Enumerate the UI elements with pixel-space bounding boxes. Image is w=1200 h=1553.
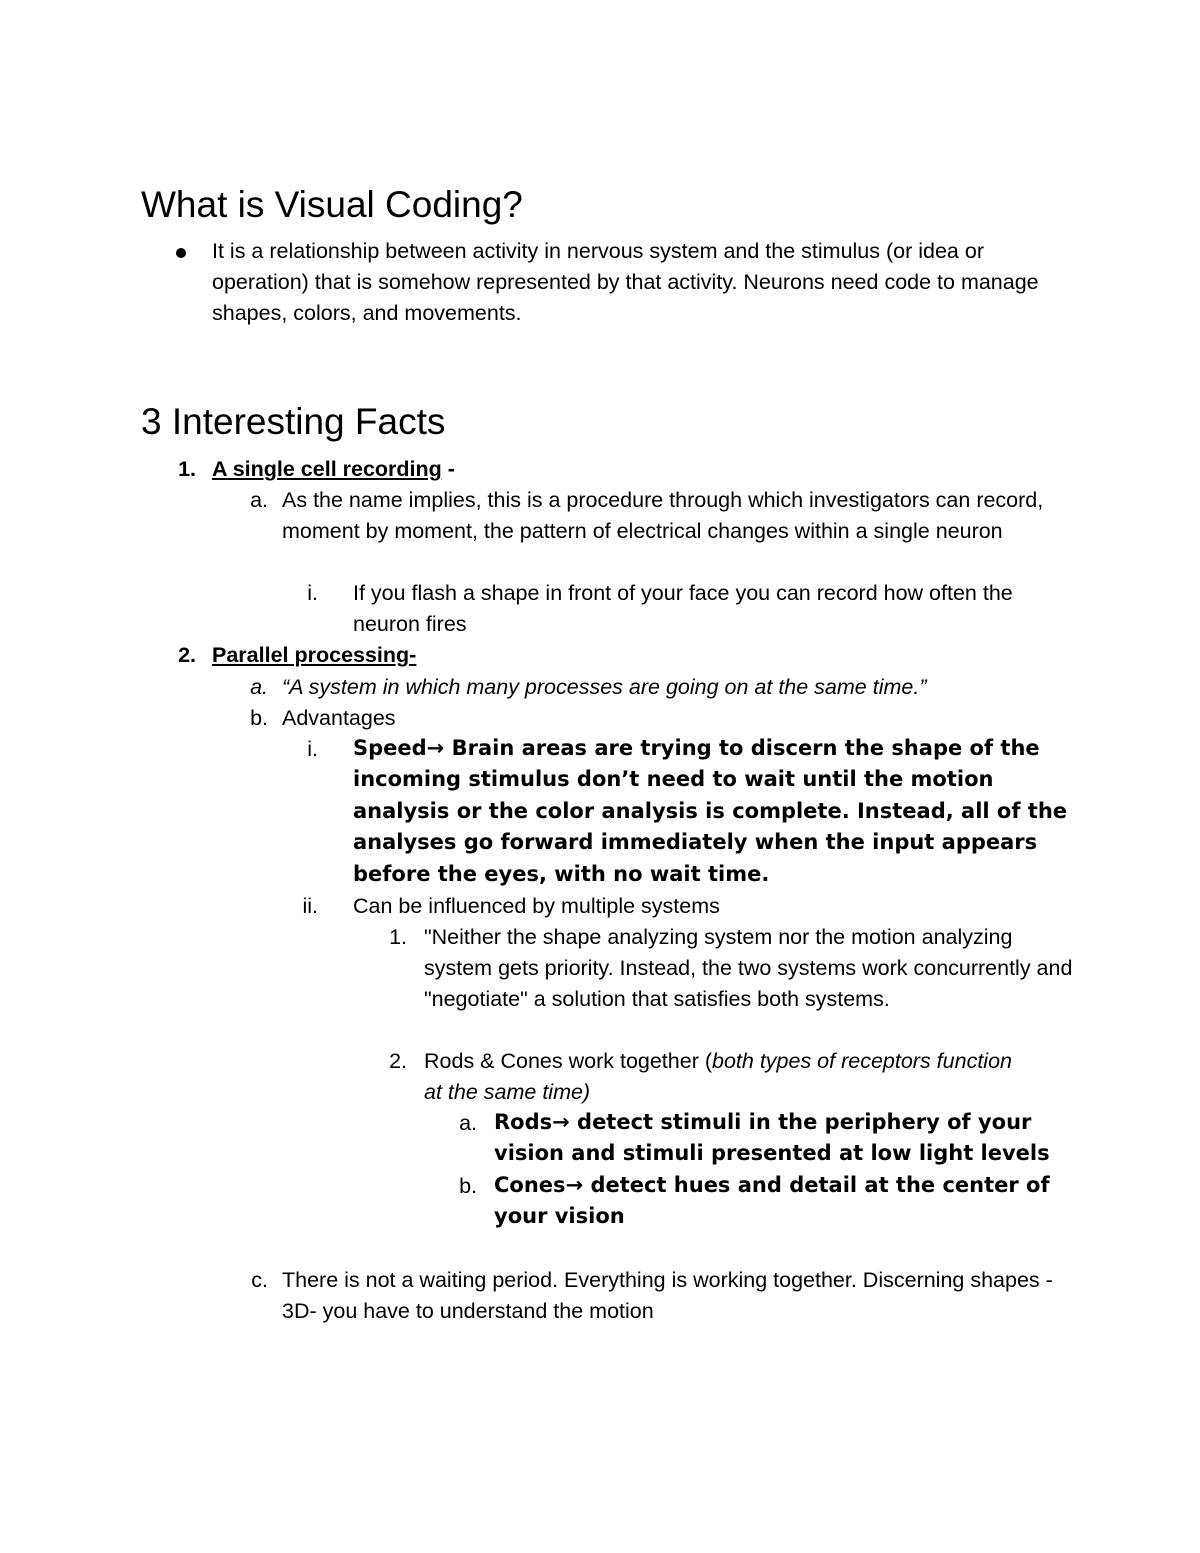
- bullet-dot: [176, 248, 186, 258]
- heading-interesting-facts: 3 Interesting Facts: [141, 401, 446, 442]
- fact-2c-text: There is not a waiting period. Everything is working together. Discerning shapes - 3D- you have to understand the motion: [282, 1268, 1053, 1324]
- fact-2bi-speed: Speed→ Brain areas are trying to discern the shape of the incoming stimulus don’t need to wait until the motion analysis or the color analysis is complete. Instead, all of the analyses go forward immediately when the input appears before the eyes, with no wait time.: [353, 736, 1068, 886]
- fact-2bii1-text: "Neither the shape analyzing system nor the motion analyzing system gets priority. Instead, the two systems work concurrently and "negotiate" a solution that satisfies both systems.: [424, 925, 1073, 1012]
- rods-cones-prefix: Rods & Cones work together (: [424, 1049, 712, 1073]
- list-marker: a.: [459, 1111, 477, 1135]
- list-marker: a.: [250, 675, 268, 699]
- visual-coding-definition: It is a relationship between activity in nervous system and the stimulus (or idea or operation) that is somehow represented by that activity. Neurons need code to manage shapes, colors, and movements.: [212, 239, 1039, 326]
- fact-2bii2-text: [424, 1046, 1024, 1108]
- fact-1-title-line: [212, 454, 1082, 485]
- heading-visual-coding: What is Visual Coding?: [141, 184, 523, 225]
- list-marker: c.: [251, 1268, 268, 1292]
- fact-1-suffix: -: [441, 457, 455, 481]
- list-marker: ii.: [302, 894, 318, 918]
- fact-2b-text: Advantages: [282, 706, 396, 730]
- list-marker: b.: [250, 706, 268, 730]
- list-marker: 1.: [389, 925, 407, 949]
- rods-text: Rods→ detect stimuli in the periphery of your vision and stimuli presented at low light levels: [494, 1110, 1050, 1166]
- fact-1-title: A single cell recording: [212, 457, 442, 481]
- fact-1ai-text: If you flash a shape in front of your face you can record how often the neuron fires: [353, 581, 1013, 637]
- fact-2-title: Parallel processing-: [212, 643, 417, 667]
- fact-2a-quote: “A system in which many processes are going on at the same time.”: [282, 675, 927, 699]
- rods-cones-italic: both types of receptors function at the same time): [424, 1049, 1012, 1105]
- list-marker: 1.: [178, 457, 196, 481]
- list-marker: 2.: [178, 643, 196, 667]
- fact-1a-text: As the name implies, this is a procedure through which investigators can record, moment by moment, the pattern of electrical changes within a single neuron: [282, 488, 1044, 544]
- list-marker: i.: [307, 737, 318, 761]
- cones-text: Cones→ detect hues and detail at the center of your vision: [494, 1173, 1050, 1229]
- fact-2bii-text: Can be influenced by multiple systems: [353, 894, 720, 918]
- list-marker: 2.: [389, 1049, 407, 1073]
- list-marker: b.: [459, 1174, 477, 1198]
- fact-2-title-line: [212, 640, 1082, 671]
- list-marker: a.: [250, 488, 268, 512]
- list-marker: i.: [307, 581, 318, 605]
